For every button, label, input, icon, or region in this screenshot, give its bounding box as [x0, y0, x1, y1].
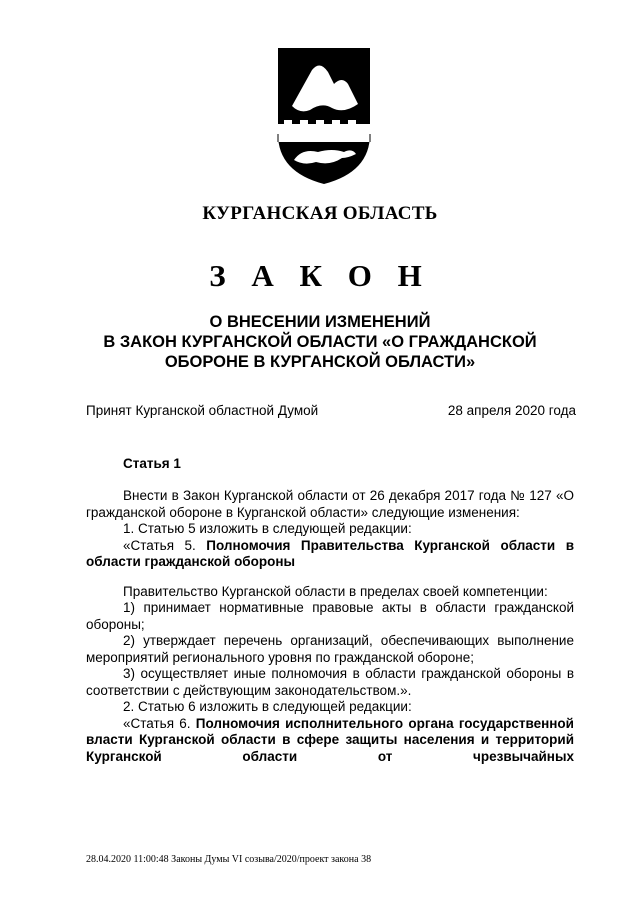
- article-6-heading: [86, 716, 574, 766]
- law-title: [60, 312, 580, 372]
- coat-of-arms-icon: [272, 44, 376, 186]
- article-5-title: Полномочия Правительства Курганской области в области гражданской обороны: [86, 537, 574, 569]
- footer-path: 28.04.2020 11:00:48 Законы Думы VI созыва/2020/проект закона 38: [86, 854, 372, 865]
- law-title-line: ОБОРОНЕ В КУРГАНСКОЙ ОБЛАСТИ»: [164, 353, 476, 371]
- article-6-prefix: «Статья 6.: [123, 715, 196, 731]
- region-name: КУРГАНСКАЯ ОБЛАСТЬ: [202, 203, 438, 224]
- article-6-title: Полномочия исполнительного органа государственной власти Курганской области в сфере защиты населения и территорий Курганской области от чрезвычайных: [86, 715, 574, 764]
- article-heading: Статья 1: [123, 456, 181, 471]
- article-5-intro: Правительство Курганской области в пределах своей компетенции:: [123, 583, 548, 599]
- amendment-item-2: 2. Статью 6 изложить в следующей редакции:: [123, 699, 412, 714]
- adoption-date: 28 апреля 2020 года: [447, 403, 576, 418]
- article-body: [86, 488, 574, 765]
- document-type: З А К О Н: [209, 258, 431, 293]
- law-title-line: О ВНЕСЕНИИ ИЗМЕНЕНИЙ: [209, 313, 431, 331]
- article-5-point-1: 1) принимает нормативные правовые акты в области гражданской обороны;: [86, 600, 574, 632]
- adopted-by: Принят Курганской областной Думой: [86, 403, 319, 418]
- article-5-point-2: 2) утверждает перечень организаций, обеспечивающих выполнение мероприятий регионального уровня по гражданской обороне;: [86, 633, 574, 665]
- law-title-line: В ЗАКОН КУРГАНСКОЙ ОБЛАСТИ «О ГРАЖДАНСКОЙ: [103, 333, 537, 351]
- article-intro: Внести в Закон Курганской области от 26 декабря 2017 года № 127 «О гражданской обороне в Курганской области» следующие изменения:: [86, 488, 574, 520]
- adoption-line: [86, 403, 576, 418]
- article-5-prefix: «Статья 5.: [123, 537, 207, 553]
- article-5-heading: [86, 538, 574, 571]
- article-5-point-3: 3) осуществляет иные полномочия в области гражданской обороны в соответствии с действующим законодательством.».: [86, 666, 574, 698]
- amendment-item-1: 1. Статью 5 изложить в следующей редакции:: [123, 521, 412, 536]
